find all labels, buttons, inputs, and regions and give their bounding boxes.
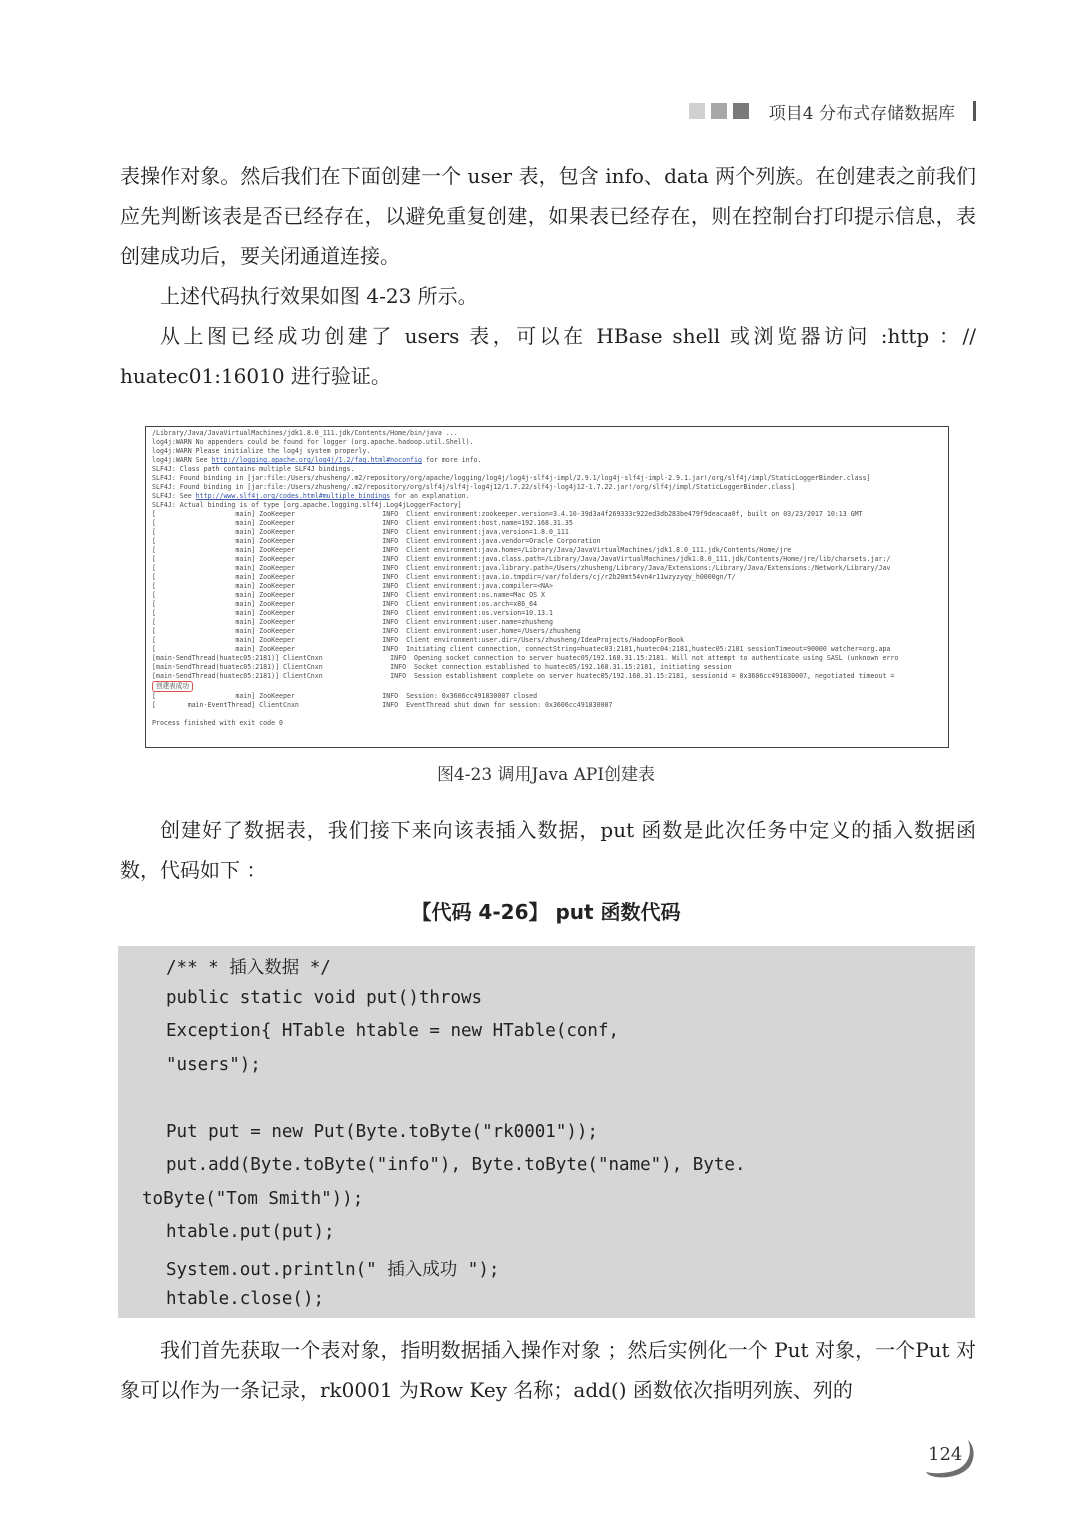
console-line: [ main] ZooKeeper INFO Client environment:os.version=10.13.1 xyxy=(152,609,553,617)
console-line: SLF4J: See http://www.slf4j.org/codes.html#multiple_bindings for an explanation. xyxy=(152,492,470,500)
console-line xyxy=(152,681,944,692)
console-line: SLF4J: Found binding in [jar:file:/Users/zhusheng/.m2/repository/org/slf4j/slf4j-log4j12/1.7.22/slf4j-log4j12-1.7.22.jar!/org/slf4j/impl/StaticLoggerBinder.class] xyxy=(152,483,796,491)
page-number xyxy=(920,1436,980,1480)
console-line: [ main] ZooKeeper INFO Client environment:zookeeper.version=3.4.10-39d3a4f269333c922ed3db283be479f9deacaa0f, built on 03/23/2017 10:13 GMT xyxy=(152,510,863,518)
console-line: /Library/Java/JavaVirtualMachines/jdk1.8.0_111.jdk/Contents/Home/bin/java ... xyxy=(152,429,458,437)
console-screenshot xyxy=(145,426,949,748)
code-line: public static void put()throws xyxy=(166,988,483,1008)
console-line: Process finished with exit code 0 xyxy=(152,719,284,727)
header-square-dark xyxy=(733,103,749,119)
running-header xyxy=(689,98,976,124)
console-line: [ main] ZooKeeper INFO Client environment:java.library.path=/Users/zhusheng/Library/Java/Extensions:/Library/Java/Extensions:/Network/Library/Jav xyxy=(152,564,891,572)
code-line: Put put = new Put(Byte.toByte("rk0001")); xyxy=(166,1122,598,1142)
page-number-text: 124 xyxy=(928,1444,963,1465)
header-bar xyxy=(973,101,976,121)
console-line: [ main] ZooKeeper INFO Client environment:user.dir=/Users/zhusheng/IdeaProjects/HadoopForBook xyxy=(152,636,684,644)
code-line: htable.put(put); xyxy=(166,1222,335,1242)
console-line: [ main] ZooKeeper INFO Client environment:java.vendor=Oracle Corporation xyxy=(152,537,601,545)
body-text-bottom xyxy=(120,1330,976,1410)
console-line: [ main] ZooKeeper INFO Client environment:java.version=1.8.0_111 xyxy=(152,528,569,536)
console-line: [ main] ZooKeeper INFO Client environment:java.io.tmpdir=/var/folders/cj/r2b20mt54vn4r11wzyzyqy_h0000gn/T/ xyxy=(152,573,736,581)
header-square-light xyxy=(689,103,705,119)
console-line: [ main] ZooKeeper INFO Client environment:host.name=192.168.31.35 xyxy=(152,519,573,527)
header-title: 项目4 分布式存储数据库 xyxy=(768,103,955,124)
body-text-top xyxy=(120,156,976,396)
code-line: System.out.println(" 插入成功 "); xyxy=(166,1260,500,1280)
paragraph-5: 我们首先获取一个表对象，指明数据插入操作对象 ；然后实例化一个 Put 对象，一个Put 对象可以作为一条记录，rk0001 为Row Key 名称；add() 函数依次指明列族、列的 xyxy=(120,1338,976,1402)
console-line: [ main] ZooKeeper INFO Initiating client connection, connectString=huatec03:2181,huatec04:2181,huatec05:2181 sessionTimeout=90000 watcher=org.apa xyxy=(152,645,891,653)
paragraph-4: 创建好了数据表，我们接下来向该表插入数据，put 函数是此次任务中定义的插入数据函数，代码如下 ： xyxy=(120,818,976,882)
console-line: [ main-EventThread] ClientCnxn INFO EventThread shut down for session: 0x3606cc491830007 xyxy=(152,701,613,709)
code-block xyxy=(118,946,975,1318)
console-line: [ main] ZooKeeper INFO Client environment:java.home=/Library/Java/JavaVirtualMachines/jdk1.8.0_111.jdk/Contents/Home/jre xyxy=(152,546,792,554)
console-line: [ main] ZooKeeper INFO Client environment:user.name=zhusheng xyxy=(152,618,553,626)
table-created-highlight: 创建表成功 xyxy=(152,681,193,692)
code-line: htable.close(); xyxy=(166,1289,325,1309)
code-line: Exception{ HTable htable = new HTable(conf, xyxy=(166,1021,620,1041)
console-line: SLF4J: Class path contains multiple SLF4J bindings. xyxy=(152,465,355,473)
console-line: [ main] ZooKeeper INFO Session: 0x3606cc491830007 closed xyxy=(152,692,538,700)
code-line: put.add(Byte.toByte("info"), Byte.toByte("name"), Byte. xyxy=(166,1155,746,1175)
paragraph-2: 上述代码执行效果如图 4-23 所示。 xyxy=(160,284,478,308)
console-line: [ main] ZooKeeper INFO Client environment:java.compiler=<NA> xyxy=(152,582,553,590)
console-output xyxy=(146,427,948,728)
header-square-mid xyxy=(711,103,727,119)
console-line: log4j:WARN See http://logging.apache.org/log4j/1.2/faq.html#noconfig for more info. xyxy=(152,456,482,464)
console-link[interactable]: http://logging.apache.org/log4j/1.2/faq.html#noconfig xyxy=(211,456,422,464)
console-line: [main-SendThread(huatec05:2181)] ClientCnxn INFO Session establishment complete on server huatec05/192.168.31.15:2181, sessionid = 0x3606cc491830007, negotiated timeout = xyxy=(152,672,895,680)
paragraph-1: 表操作对象。然后我们在下面创建一个 user 表，包含 info、data 两个列族。在创建表之前我们应先判断该表是否已经存在，以避免重复创建，如果表已经存在，则在控制台打印提示信息，表创建成功后，要关闭通道连接。 xyxy=(120,164,976,268)
console-line: SLF4J: Found binding in [jar:file:/Users/zhusheng/.m2/repository/org/apache/logging/log4j/log4j-slf4j-impl/2.9.1/log4j-slf4j-impl-2.9.1.jar!/org/slf4j/impl/StaticLoggerBinder.class] xyxy=(152,474,871,482)
console-line: [ main] ZooKeeper INFO Client environment:os.arch=x86_64 xyxy=(152,600,538,608)
console-line: SLF4J: Actual binding is of type [org.apache.logging.slf4j.Log4jLoggerFactory] xyxy=(152,501,462,509)
code-line: /** * 插入数据 */ xyxy=(166,958,331,978)
body-text-mid xyxy=(120,810,976,890)
console-line: log4j:WARN Please initialize the log4j system properly. xyxy=(152,447,371,455)
console-line: [main-SendThread(huatec05:2181)] ClientCnxn INFO Opening socket connection to server huatec05/192.168.31.15:2181. Will not attempt to authenticate using SASL (unknown erro xyxy=(152,654,899,662)
console-link[interactable]: http://www.slf4j.org/codes.html#multiple_bindings xyxy=(195,492,391,500)
console-line: [main-SendThread(huatec05:2181)] ClientCnxn INFO Socket connection established to huatec05/192.168.31.15:2181, initiating session xyxy=(152,663,732,671)
console-line: log4j:WARN No appenders could be found for logger (org.apache.hadoop.util.Shell). xyxy=(152,438,474,446)
code-title: 【代码 4-26】 put 函数代码 xyxy=(411,900,681,924)
console-line: [ main] ZooKeeper INFO Client environment:os.name=Mac OS X xyxy=(152,591,546,599)
paragraph-3: 从上图已经成功创建了 users 表，可以在 HBase shell 或浏览器访问 :http ：// huatec01:16010 进行验证。 xyxy=(120,324,976,388)
code-line: toByte("Tom Smith")); xyxy=(142,1189,364,1209)
code-line: "users"); xyxy=(166,1055,261,1075)
figure-caption: 图4-23 调用Java API创建表 xyxy=(436,765,656,785)
console-line xyxy=(152,710,944,719)
console-line: [ main] ZooKeeper INFO Client environment:user.home=/Users/zhusheng xyxy=(152,627,581,635)
console-line: [ main] ZooKeeper INFO Client environment:java.class.path=/Library/Java/JavaVirtualMachines/jdk1.8.0_111.jdk/Contents/Home/jre/lib/charsets.jar:/ xyxy=(152,555,891,563)
